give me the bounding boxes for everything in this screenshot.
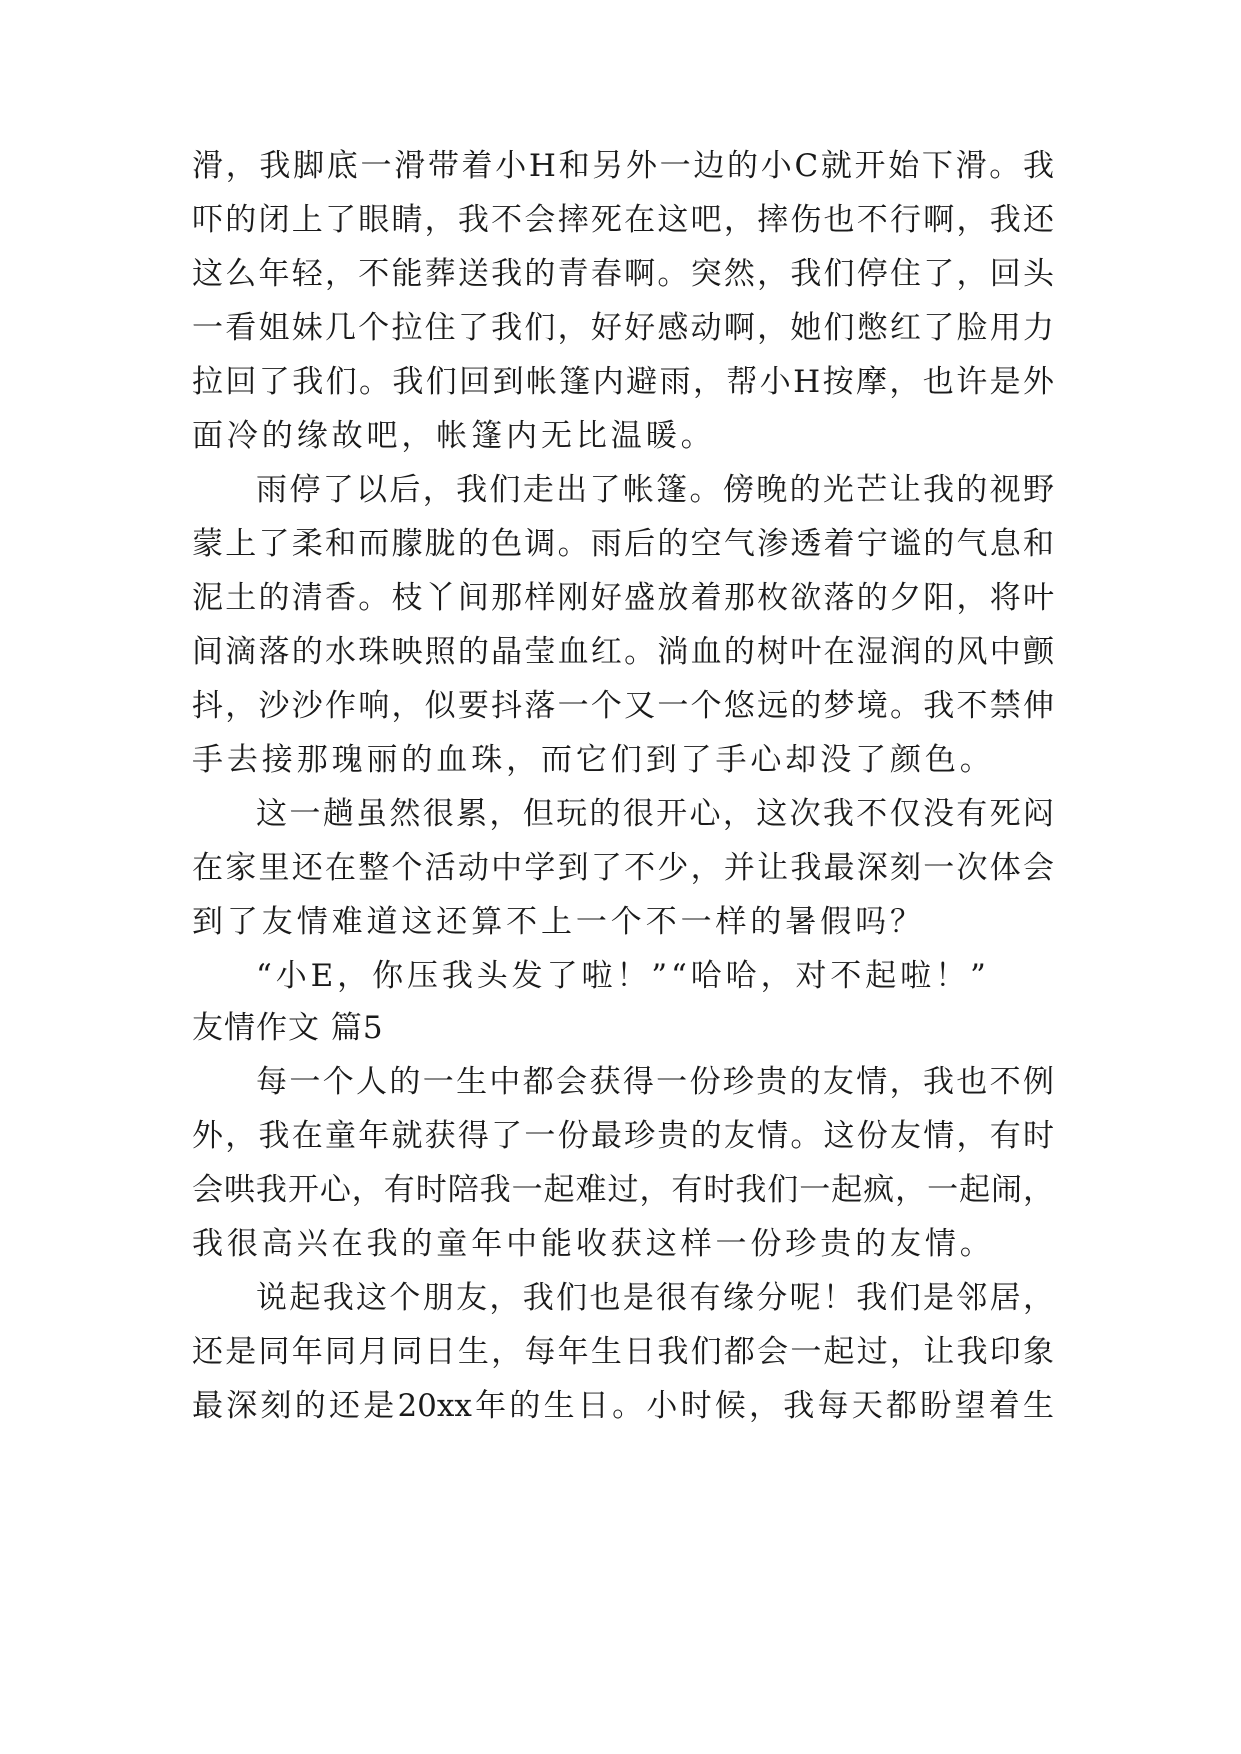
text-line: 吓的闭上了眼睛，我不会摔死在这吧，摔伤也不行啊，我还 (192, 202, 1054, 238)
paragraph-first-line: 每一个人的一生中都会获得一份珍贵的友情，我也不例 (256, 1064, 1054, 1100)
text-line: 拉回了我们。我们回到帐篷内避雨，帮小H按摩，也许是外 (192, 364, 1054, 400)
text-line: 间滴落的水珠映照的晶莹血红。淌血的树叶在湿润的风中颤 (192, 634, 1054, 670)
paragraph-first-line: 这一趟虽然很累，但玩的很开心，这次我不仅没有死闷 (256, 796, 1054, 832)
text-line: 蒙上了柔和而朦胧的色调。雨后的空气渗透着宁谧的气息和 (192, 526, 1054, 562)
paragraph-first-line: 说起我这个朋友，我们也是很有缘分呢！我们是邻居， (256, 1280, 1054, 1316)
text-line: 滑，我脚底一滑带着小H和另外一边的小C就开始下滑。我 (192, 148, 1054, 184)
text-line: 这么年轻，不能葬送我的青春啊。突然，我们停住了，回头 (192, 256, 1054, 292)
text-line: 泥土的清香。枝丫间那样刚好盛放着那枚欲落的夕阳，将叶 (192, 580, 1054, 616)
paragraph-first-line: 雨停了以后，我们走出了帐篷。傍晚的光芒让我的视野 (256, 472, 1054, 508)
section-heading: 友情作文 篇5 (192, 1010, 384, 1046)
text-line: 到了友情难道这还算不上一个不一样的暑假吗？ (192, 904, 925, 940)
text-line: 外，我在童年就获得了一份最珍贵的友情。这份友情，有时 (192, 1118, 1054, 1154)
text-line: 会哄我开心，有时陪我一起难过，有时我们一起疯，一起闹， (192, 1172, 1054, 1208)
text-line: 手去接那瑰丽的血珠，而它们到了手心却没了颜色。 (192, 742, 995, 778)
text-line: 抖，沙沙作响，似要抖落一个又一个悠远的梦境。我不禁伸 (192, 688, 1054, 724)
text-line: 一看姐妹几个拉住了我们，好好感动啊，她们憋红了脸用力 (192, 310, 1054, 346)
text-line: 我很高兴在我的童年中能收获这样一份珍贵的友情。 (192, 1226, 995, 1262)
text-line: 面冷的缘故吧，帐篷内无比温暖。 (192, 418, 716, 454)
text-line: 最深刻的还是20xx年的生日。小时候，我每天都盼望着生 (192, 1388, 1054, 1424)
dialogue-line: “小E，你压我头发了啦！”“哈哈，对不起啦！” (256, 958, 990, 994)
text-line: 在家里还在整个活动中学到了不少，并让我最深刻一次体会 (192, 850, 1054, 886)
text-line: 还是同年同月同日生，每年生日我们都会一起过，让我印象 (192, 1334, 1054, 1370)
